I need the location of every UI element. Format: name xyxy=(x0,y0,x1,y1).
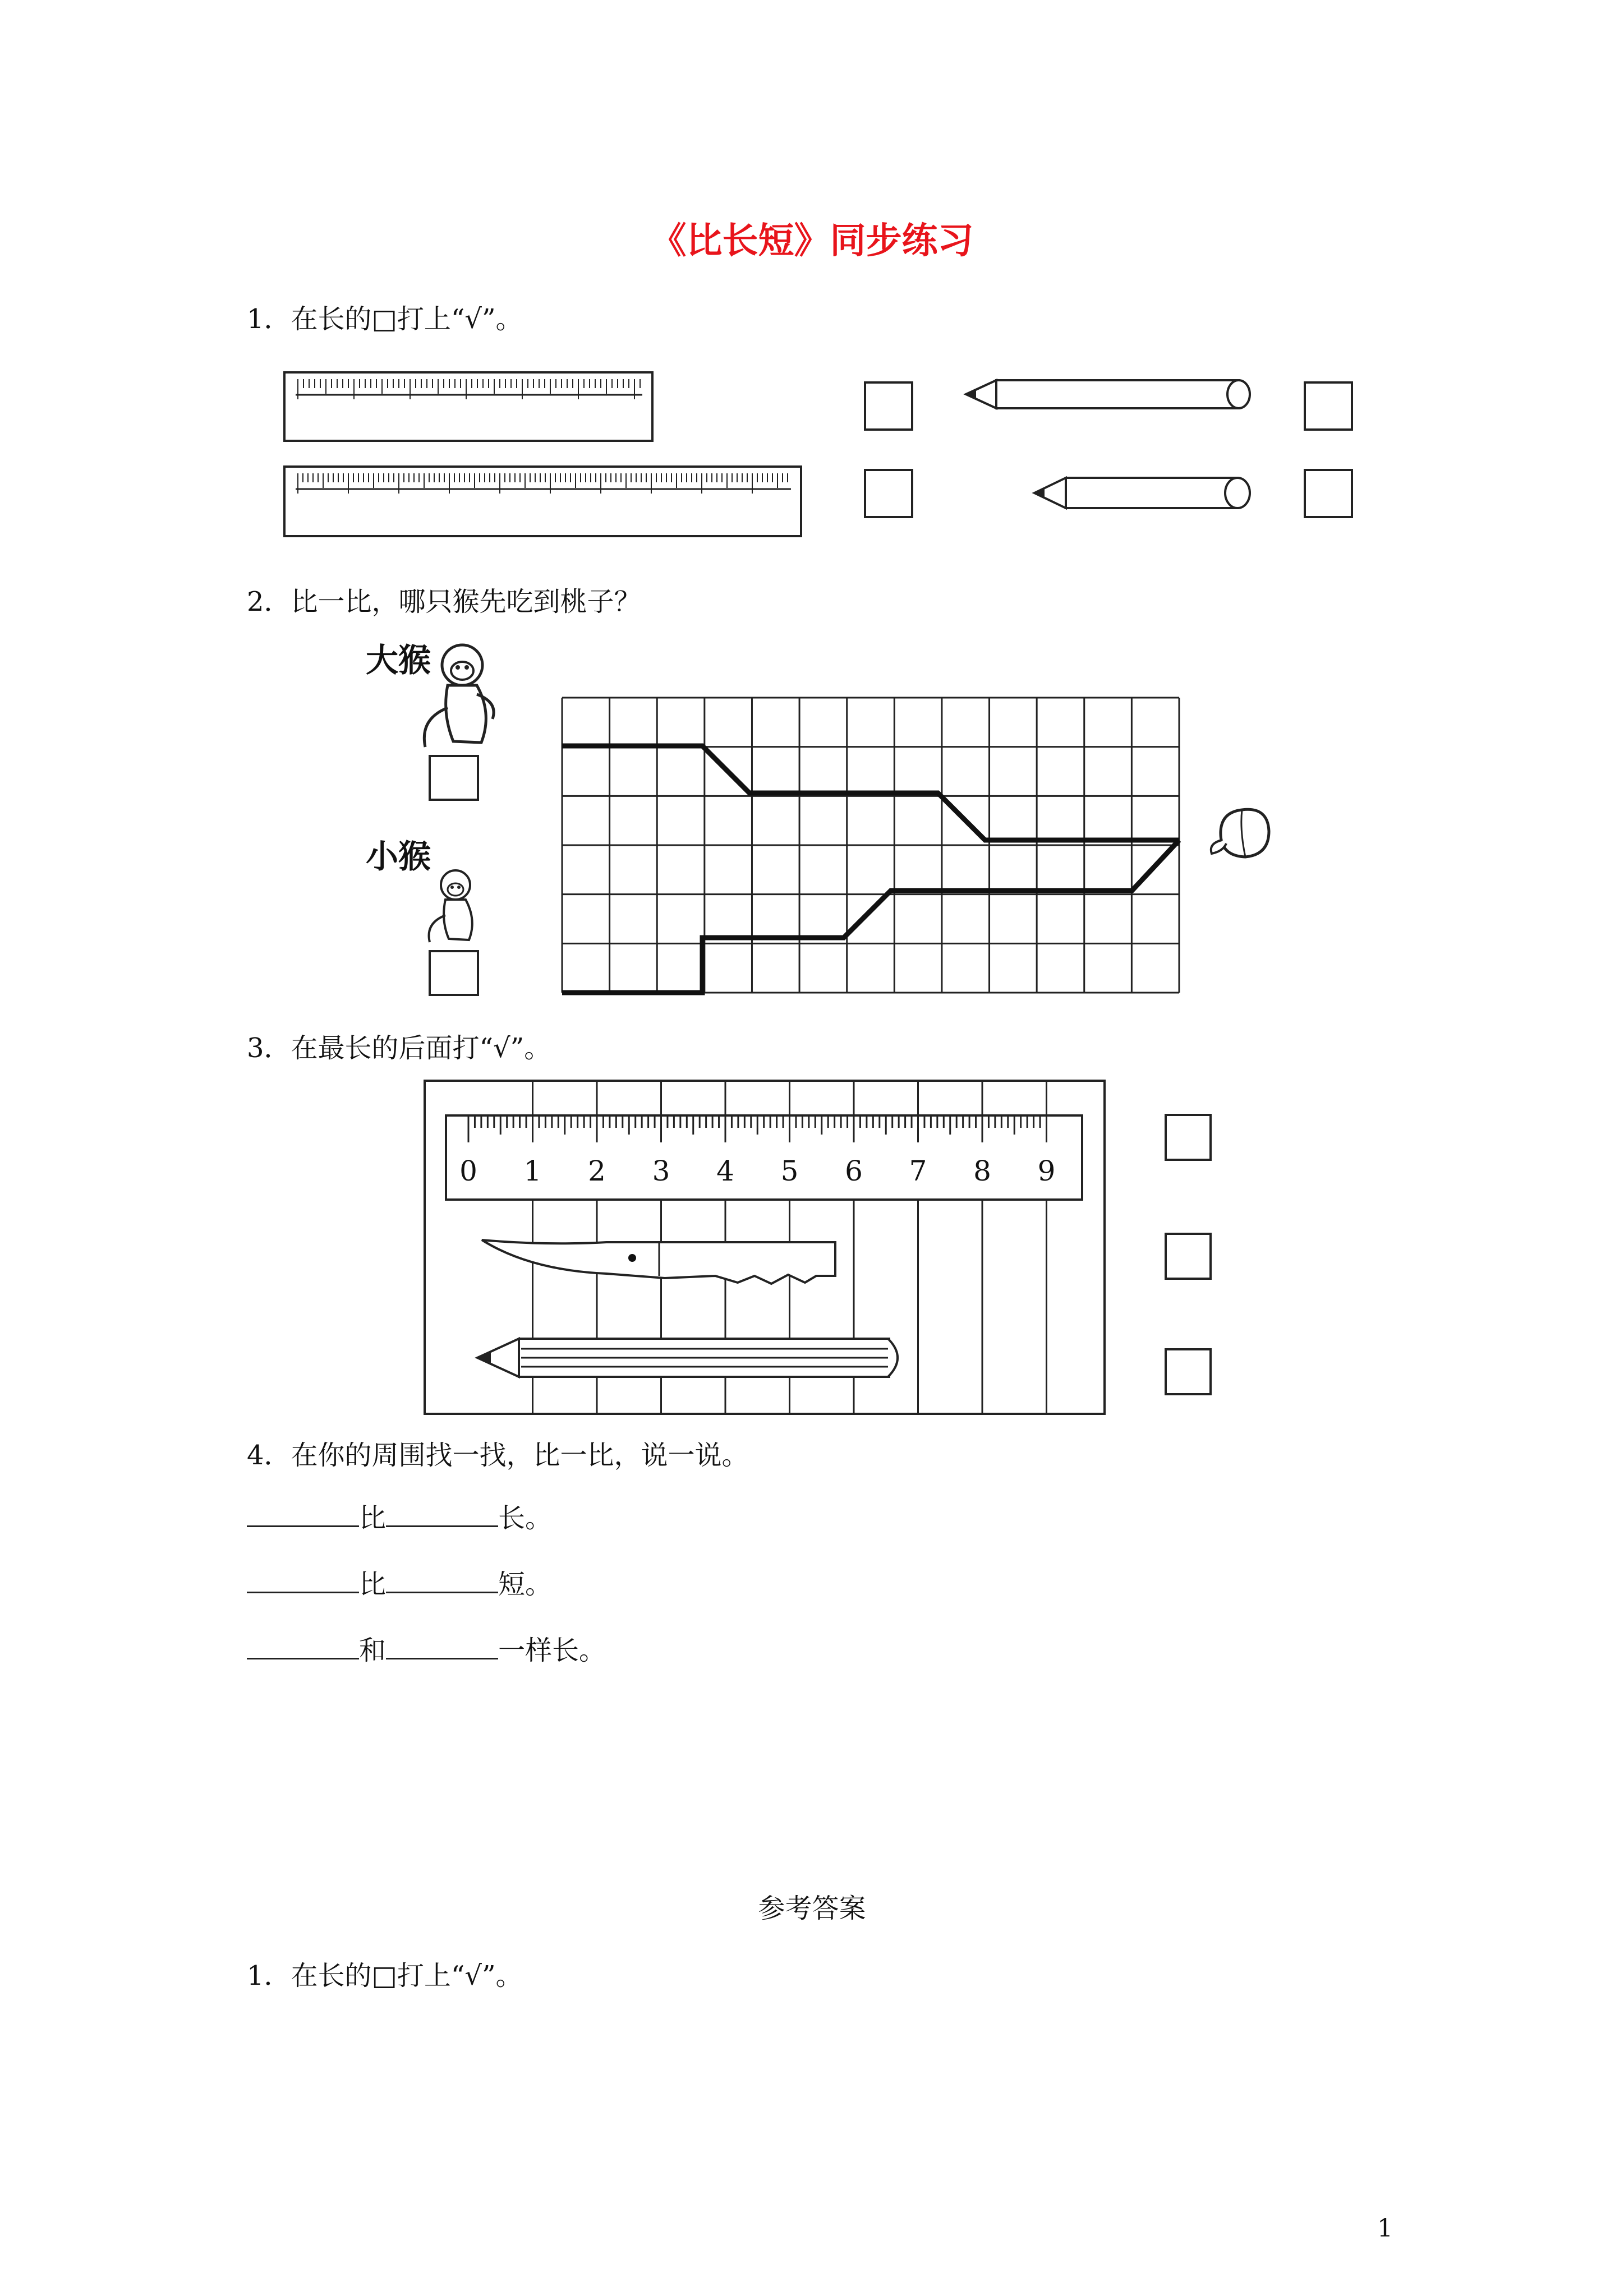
ruler-number: 4 xyxy=(716,1155,734,1187)
checkbox-ruler-long[interactable] xyxy=(864,469,913,518)
compare-ending: 短。 xyxy=(498,1569,553,1600)
checkbox-small-monkey[interactable] xyxy=(429,950,479,996)
ruler-number: 1 xyxy=(523,1155,542,1187)
checkbox-pencil[interactable] xyxy=(1165,1348,1212,1395)
checkbox-big-monkey[interactable] xyxy=(429,755,479,801)
ruler-short-icon xyxy=(283,371,654,442)
compare-word: 和 xyxy=(359,1635,387,1666)
ruler-long-icon xyxy=(283,465,802,537)
pencil-long-icon xyxy=(964,377,1255,412)
question-2-label: 2．比一比，哪只猴先吃到桃子？ xyxy=(247,586,641,617)
measure-comparison-figure xyxy=(424,1080,1108,1416)
fill-line-shorter xyxy=(247,1562,552,1601)
ruler-number: 6 xyxy=(845,1155,863,1187)
blank-field[interactable] xyxy=(247,1501,359,1527)
fill-line-longer xyxy=(247,1496,552,1535)
question-1-label: 1．在长的□打上“√”。 xyxy=(247,303,523,335)
ruler-number: 5 xyxy=(780,1155,799,1187)
blank-field[interactable] xyxy=(386,1501,498,1527)
blank-field[interactable] xyxy=(386,1567,498,1593)
small-monkey-icon xyxy=(418,867,480,946)
blank-field[interactable] xyxy=(247,1567,359,1593)
page-title: 《比长短》同步练习 xyxy=(650,220,974,262)
ruler-number: 3 xyxy=(652,1155,670,1187)
ruler-number: 2 xyxy=(588,1155,606,1187)
blank-field[interactable] xyxy=(247,1633,359,1659)
big-monkey-icon xyxy=(408,640,498,753)
ruler-number: 7 xyxy=(909,1155,927,1187)
checkbox-knife[interactable] xyxy=(1165,1233,1212,1280)
ruler-number: 8 xyxy=(973,1155,991,1187)
pencil-short-icon xyxy=(1032,474,1257,511)
page-number: 1 xyxy=(1377,2214,1393,2243)
compare-ending: 长。 xyxy=(498,1502,553,1534)
ruler-number: 9 xyxy=(1037,1155,1056,1187)
checkbox-pencil-long[interactable] xyxy=(1304,381,1353,431)
answer-heading: 参考答案 xyxy=(758,1893,866,1924)
ruler-number: 0 xyxy=(459,1155,477,1187)
path-grid xyxy=(560,695,1183,995)
fill-line-same xyxy=(247,1629,606,1667)
checkbox-ruler-short[interactable] xyxy=(864,381,913,431)
compare-word: 比 xyxy=(359,1502,387,1534)
checkbox-ruler[interactable] xyxy=(1165,1114,1212,1161)
blank-field[interactable] xyxy=(386,1633,498,1659)
question-3-label: 3．在最长的后面打“√”。 xyxy=(247,1032,551,1064)
small-monkey-label: 小猴 xyxy=(366,837,431,875)
compare-word: 比 xyxy=(359,1569,387,1600)
checkbox-pencil-short[interactable] xyxy=(1304,469,1353,518)
question-4-label: 4．在你的周围找一找，比一比，说一说。 xyxy=(247,1440,749,1471)
peach-icon xyxy=(1206,796,1279,864)
answer-1-label: 1．在长的□打上“√”。 xyxy=(247,1960,523,1991)
big-monkey-label: 大猴 xyxy=(366,641,431,679)
compare-ending: 一样长。 xyxy=(498,1635,606,1666)
